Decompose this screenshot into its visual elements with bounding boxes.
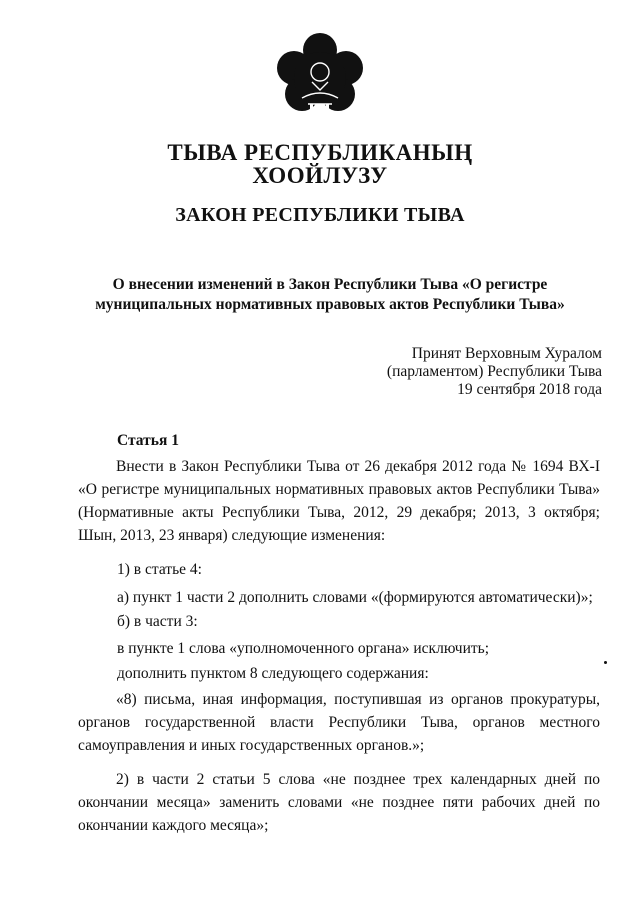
- adoption-note: [387, 345, 602, 399]
- tuva-emblem-icon: [272, 30, 368, 120]
- item-1b-text2: дополнить пунктом 8 следующего содержания:: [117, 665, 429, 682]
- article-title: Статья 1: [117, 432, 179, 449]
- adoption-date: 19 сентября 2018 года: [457, 381, 602, 398]
- article-intro: Внести в Закон Республики Тыва от 26 декабря 2012 года № 1694 ВХ-I «О регистре муниципальных нормативных правовых актов Республики Тыва» (Нормативные акты Республики Тыва, 2012, 29 декабря; 2013, 3 октября; Шын, 2013, 23 января) следующие изменения:: [78, 458, 600, 544]
- title-tuvan-line1: ТЫВА РЕСПУБЛИКАНЫҢ: [167, 140, 473, 165]
- title-tuvan-line2: ХООЙЛУЗУ: [252, 163, 388, 188]
- item-1b: б) в части 3:: [117, 613, 198, 630]
- stray-dot: [604, 661, 607, 664]
- law-subject-line2: муниципальных нормативных правовых актов Республики Тыва»: [95, 296, 565, 313]
- law-subject: [60, 275, 600, 315]
- item-1b-text1: в пункте 1 слова «уполномоченного органа» исключить;: [117, 640, 490, 657]
- title-russian: ЗАКОН РЕСПУБЛИКИ ТЫВА: [175, 204, 465, 226]
- item-1b-quote: «8) письма, иная информация, поступившая из органов прокуратуры, органов государственной власти Республики Тыва, органов местного самоуправления и иных государственных органов.»;: [78, 691, 600, 754]
- item-1: 1) в статье 4:: [117, 561, 202, 578]
- item-1a: а) пункт 1 части 2 дополнить словами «(формируются автоматически)»;: [117, 589, 593, 606]
- law-subject-line1: О внесении изменений в Закон Республики Тыва «О регистре: [112, 276, 548, 293]
- adoption-line1: Принят Верховным Хуралом: [411, 345, 602, 362]
- item-2: 2) в части 2 статьи 5 слова «не позднее трех календарных дней по окончании месяца» заменить словами «не позднее пяти рабочих дней по окончании каждого месяца»;: [78, 771, 600, 834]
- adoption-line2: (парламентом) Республики Тыва: [386, 363, 602, 380]
